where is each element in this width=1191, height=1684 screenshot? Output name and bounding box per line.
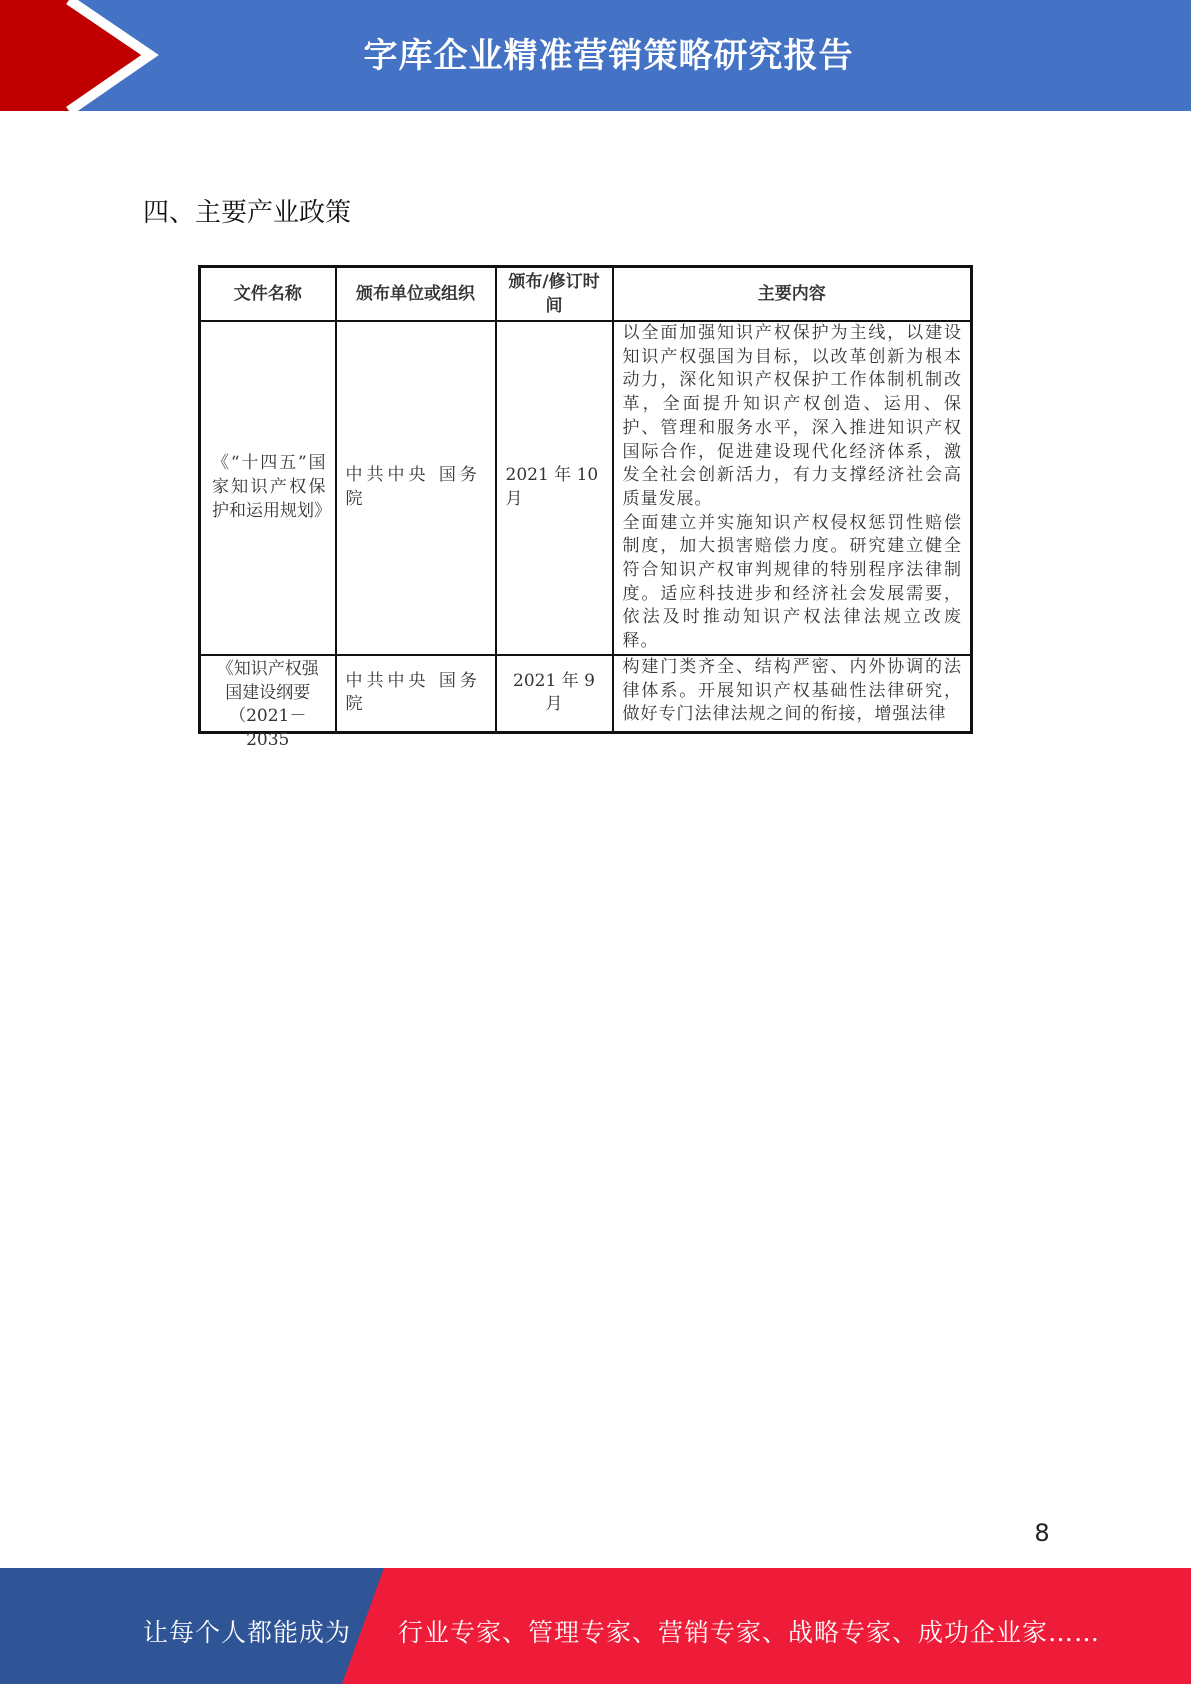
document-name-cell (200, 655, 336, 750)
table-header-row (200, 267, 972, 322)
column-header-name: 文件名称 (200, 267, 336, 322)
document-name-cell: 《“十四五”国家知识产权保护和运用规划》 (200, 321, 336, 655)
table-row (200, 655, 972, 733)
content-paragraph: 全面建立并实施知识产权侵权惩罚性赔偿制度，加大损害赔偿力度。研究建立健全符合知识产权审判规律的特别程序法律制度。适应科技进步和经济社会发展需要，依法及时推动知识产权法律法规立改废释。 (622, 512, 962, 652)
content-paragraph: 构建门类齐全、结构严密、内外协调的法律体系。开展知识产权基础性法律研究，做好专门法律法规之间的衔接，增强法律 (622, 656, 962, 725)
section-heading: 四、主要产业政策 (143, 198, 352, 228)
content-paragraph: 以全面加强知识产权保护为主线，以建设知识产权强国为目标，以改革创新为根本动力，深化知识产权保护工作体制机制改革，全面提升知识产权创造、运用、保护、管理和服务水平，深入推进知识产权国际合作，促进建设现代化经济体系，激发全社会创新活力，有力支撑经济社会高质量发展。 (622, 323, 962, 509)
footer-band (0, 1568, 1191, 1684)
header-band (0, 0, 1191, 111)
report-title: 字库企业精准营销策略研究报告 (363, 36, 854, 76)
date-cell: 2021 年 10 月 (496, 321, 613, 655)
issuer-cell: 中共中央 国务院 (336, 655, 496, 733)
page-number: 8 (1034, 1519, 1050, 1547)
content-cell (613, 655, 972, 733)
content-cell (613, 321, 972, 655)
column-header-content: 主要内容 (613, 267, 972, 322)
date-cell: 2021 年 9 月 (496, 655, 613, 733)
issuer-cell: 中共中央 国务院 (336, 321, 496, 655)
column-header-issuer: 颁布单位或组织 (336, 267, 496, 322)
column-header-date: 颁布/修订时间 (496, 267, 613, 322)
document-name-text: 《知识产权强国建设纲要（2021－2035 (216, 658, 319, 750)
policy-table (198, 265, 973, 750)
table-row (200, 321, 972, 655)
footer-slogan-right: 行业专家、管理专家、营销专家、战略专家、成功企业家…… (398, 1618, 1101, 1647)
footer-slogan-left: 让每个人都能成为 (143, 1618, 352, 1647)
